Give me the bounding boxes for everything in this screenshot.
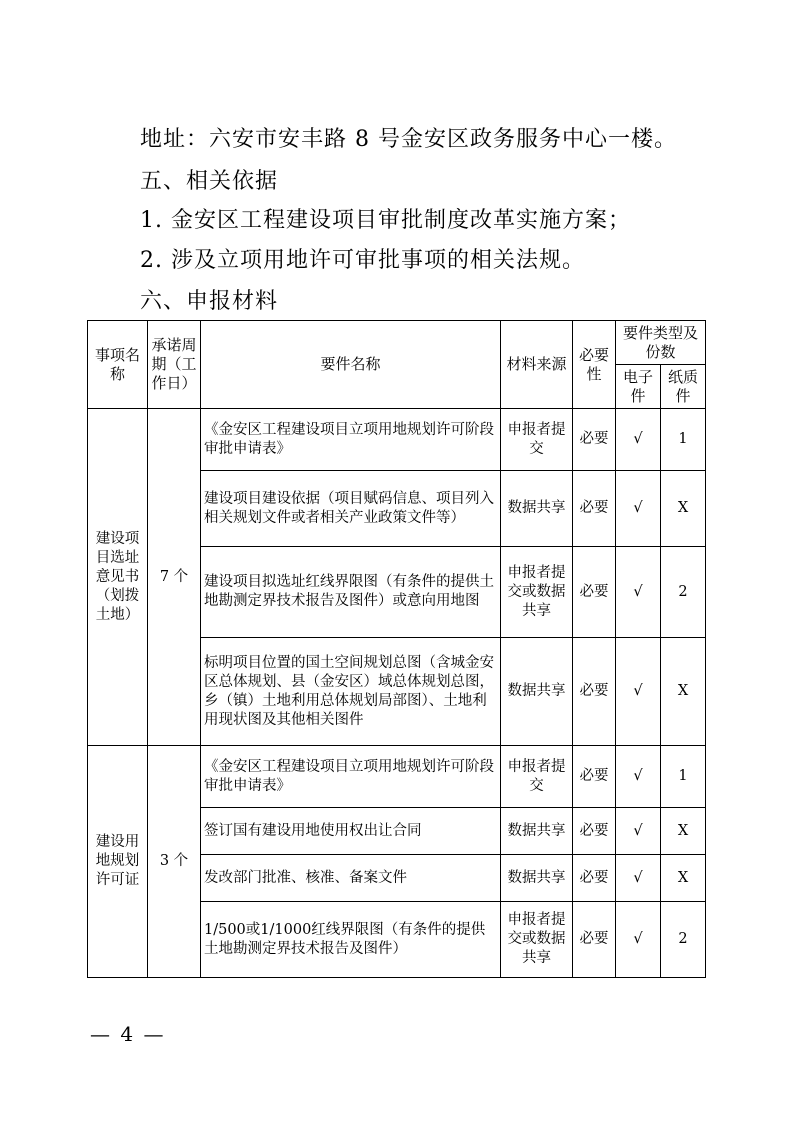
doc-required: 必要 [573,902,616,978]
doc-required: 必要 [573,855,616,902]
basis-item-1: 1. 金安区工程建设项目审批制度改革实施方案； [140,208,631,233]
doc-required: 必要 [573,471,616,547]
doc-paper: X [661,471,706,547]
item-period: 3 个 [148,746,201,978]
header-source: 材料来源 [501,321,573,409]
doc-electronic: √ [616,409,661,471]
table-row [88,409,706,471]
doc-source: 申报者提交 [501,409,573,471]
doc-source: 数据共享 [501,638,573,746]
doc-source: 申报者提交或数据共享 [501,547,573,638]
header-paper: 纸质件 [661,365,706,409]
doc-paper: X [661,638,706,746]
doc-electronic: √ [616,471,661,547]
header-doc: 要件名称 [201,321,501,409]
header-required: 必要性 [573,321,616,409]
doc-required: 必要 [573,746,616,808]
item-name: 建设项目选址意见书（划拨土地） [88,409,148,746]
table-row [88,746,706,808]
page-number: — 4 — [90,1022,166,1046]
doc-required: 必要 [573,808,616,855]
doc-name: 签订国有建设用地使用权出让合同 [201,808,501,855]
doc-electronic: √ [616,547,661,638]
doc-paper: X [661,808,706,855]
doc-source: 数据共享 [501,855,573,902]
doc-name: 《金安区工程建设项目立项用地规划许可阶段审批申请表》 [201,746,501,808]
doc-electronic: √ [616,855,661,902]
doc-name: 标明项目位置的国土空间规划总图（含城金安区总体规划、县（金安区）域总体规划总图，乡（镇）土地利用总体规划局部图）、土地利用现状图及其他相关图件 [201,638,501,746]
doc-name: 建设项目拟选址红线界限图（有条件的提供土地勘测定界技术报告及图件）或意向用地图 [201,547,501,638]
doc-required: 必要 [573,409,616,471]
doc-paper: 1 [661,746,706,808]
header-type: 要件类型及份数 [616,321,706,365]
doc-name: 1/500或1/1000红线界限图（有条件的提供土地勘测定界技术报告及图件） [201,902,501,978]
doc-paper: 2 [661,547,706,638]
doc-source: 数据共享 [501,471,573,547]
doc-required: 必要 [573,547,616,638]
doc-electronic: √ [616,746,661,808]
doc-electronic: √ [616,808,661,855]
doc-paper: 1 [661,409,706,471]
section-heading-materials: 六、申报材料 [140,289,279,314]
doc-required: 必要 [573,638,616,746]
basis-item-2: 2. 涉及立项用地许可审批事项的相关法规。 [140,248,585,273]
doc-electronic: √ [616,902,661,978]
doc-source: 数据共享 [501,808,573,855]
address-line: 地址：六安市安丰路 8 号金安区政务服务中心一楼。 [140,127,677,152]
doc-name: 《金安区工程建设项目立项用地规划许可阶段审批申请表》 [201,409,501,471]
doc-name: 建设项目建设依据（项目赋码信息、项目列入相关规划文件或者相关产业政策文件等） [201,471,501,547]
section-heading-basis: 五、相关依据 [140,169,279,194]
doc-name: 发改部门批准、核准、备案文件 [201,855,501,902]
doc-paper: 2 [661,902,706,978]
doc-source: 申报者提交或数据共享 [501,902,573,978]
header-period: 承诺周期（工作日） [148,321,201,409]
doc-source: 申报者提交 [501,746,573,808]
header-electronic: 电子件 [616,365,661,409]
doc-electronic: √ [616,638,661,746]
item-period: 7 个 [148,409,201,746]
doc-paper: X [661,855,706,902]
header-item: 事项名称 [88,321,148,409]
materials-table [87,320,706,978]
item-name: 建设用地规划许可证 [88,746,148,978]
